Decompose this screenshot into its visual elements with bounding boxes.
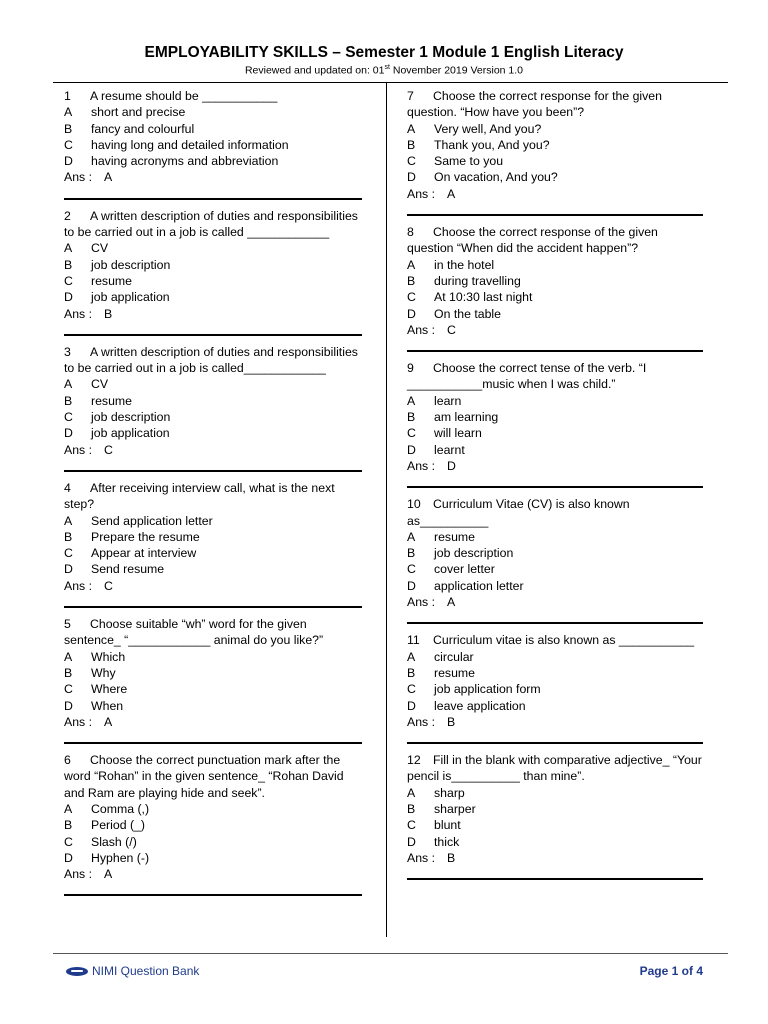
question-block — [64, 480, 362, 608]
option-letter: A — [64, 105, 73, 120]
answer-option — [407, 578, 703, 594]
question-block — [64, 88, 362, 200]
answer-option — [407, 121, 703, 137]
answer-key — [64, 578, 362, 594]
option-text: Which — [91, 649, 126, 664]
option-letter: B — [64, 121, 73, 136]
answer-option — [407, 257, 703, 273]
answer-label: Ans : — [407, 595, 436, 610]
answer-option — [407, 306, 703, 322]
answer-option — [407, 561, 703, 577]
option-text: resume — [434, 529, 476, 544]
question-number: 2 — [64, 208, 71, 223]
option-letter: B — [407, 665, 416, 680]
option-letter: C — [64, 546, 73, 561]
answer-option — [407, 698, 703, 714]
option-text: learn — [434, 393, 462, 408]
question-separator — [64, 334, 362, 336]
option-letter: C — [64, 682, 73, 697]
answer-option — [64, 817, 362, 833]
option-letter: C — [407, 154, 416, 169]
option-text: On vacation, And you? — [434, 170, 558, 185]
answer-key — [64, 714, 362, 730]
question-text — [407, 752, 703, 785]
answer-option — [407, 409, 703, 425]
option-text: job description — [434, 546, 514, 561]
option-text: Slash (/) — [91, 834, 137, 849]
answer-value: A — [104, 170, 113, 185]
answer-option — [64, 513, 362, 529]
question-number: 5 — [64, 617, 71, 632]
answer-option — [64, 529, 362, 545]
question-number: 6 — [64, 753, 71, 768]
option-text: blunt — [434, 818, 461, 833]
question-prompt: Fill in the blank with comparative adjective_ “Your pencil is__________ than mine”. — [407, 753, 702, 784]
option-text: Very well, And you? — [434, 121, 542, 136]
answer-option — [407, 273, 703, 289]
answer-value: C — [104, 442, 113, 457]
answer-option — [407, 817, 703, 833]
option-letter: C — [407, 682, 416, 697]
question-text — [407, 224, 703, 257]
question-number: 4 — [64, 480, 71, 495]
answer-value: A — [447, 595, 456, 610]
question-prompt: A resume should be ___________ — [90, 89, 278, 103]
option-text: in the hotel — [434, 257, 495, 272]
question-number: 11 — [407, 633, 420, 648]
option-letter: A — [407, 121, 416, 136]
answer-key — [407, 594, 703, 610]
answer-option — [64, 545, 362, 561]
option-letter: B — [64, 529, 73, 544]
option-letter: B — [407, 410, 416, 425]
option-letter: D — [407, 306, 416, 321]
answer-value: C — [104, 578, 113, 593]
question-text — [64, 88, 362, 104]
option-text: job description — [91, 257, 171, 272]
answer-option — [407, 834, 703, 850]
option-letter: A — [64, 649, 73, 664]
option-text: Appear at interview — [91, 546, 197, 561]
subtitle-sup: st — [384, 64, 390, 71]
question-separator — [407, 214, 703, 216]
answer-option — [64, 273, 362, 289]
nimi-logo-icon — [66, 967, 88, 976]
option-letter: A — [407, 393, 416, 408]
footer-rule — [53, 953, 728, 954]
question-block — [407, 496, 703, 624]
option-letter: A — [64, 241, 73, 256]
answer-key — [407, 186, 703, 202]
option-text: resume — [434, 665, 476, 680]
option-text: Where — [91, 682, 128, 697]
answer-value: C — [447, 322, 456, 337]
answer-option — [64, 409, 362, 425]
answer-option — [407, 153, 703, 169]
answer-value: B — [447, 850, 456, 865]
footer-brand-text: NIMI Question Bank — [92, 964, 200, 978]
answer-option — [64, 665, 362, 681]
question-separator — [407, 350, 703, 352]
option-letter: D — [407, 578, 416, 593]
option-letter: B — [64, 818, 73, 833]
option-letter: A — [407, 529, 416, 544]
answer-option — [64, 425, 362, 441]
question-text — [407, 632, 703, 648]
answer-value: A — [104, 714, 113, 729]
option-letter: A — [407, 257, 416, 272]
option-letter: D — [407, 170, 416, 185]
option-text: Prepare the resume — [91, 529, 200, 544]
question-block — [407, 752, 703, 880]
answer-key — [407, 322, 703, 338]
answer-label: Ans : — [64, 170, 93, 185]
option-text: sharp — [434, 785, 465, 800]
question-separator — [64, 198, 362, 200]
option-text: learnt — [434, 442, 465, 457]
option-text: am learning — [434, 410, 499, 425]
question-number: 1 — [64, 89, 71, 103]
answer-option — [64, 834, 362, 850]
answer-label: Ans : — [64, 442, 93, 457]
answer-option — [64, 801, 362, 817]
answer-label: Ans : — [64, 306, 93, 321]
answer-option — [64, 240, 362, 256]
question-number: 9 — [407, 361, 414, 376]
option-text: during travelling — [434, 273, 521, 288]
question-separator — [407, 622, 703, 624]
right-column — [407, 88, 703, 888]
answer-label: Ans : — [407, 322, 436, 337]
of-word: of — [678, 964, 697, 978]
option-letter: B — [407, 546, 416, 561]
answer-option — [64, 561, 362, 577]
option-letter: D — [407, 834, 416, 849]
answer-value: B — [104, 306, 113, 321]
option-letter: D — [64, 698, 73, 713]
option-text: Period (_) — [91, 818, 145, 833]
option-letter: A — [64, 801, 73, 816]
option-text: having acronyms and abbreviation — [91, 154, 279, 169]
option-letter: C — [64, 834, 73, 849]
option-letter: A — [407, 785, 416, 800]
answer-value: D — [447, 458, 456, 473]
question-prompt: Choose suitable “wh” word for the given sentence_ “____________ animal do you like?” — [64, 617, 324, 648]
question-prompt: Choose the correct tense of the verb. “I ___________music when I was child.” — [407, 361, 647, 392]
answer-key — [407, 714, 703, 730]
question-prompt: Choose the correct response for the given question. “How have you been”? — [407, 89, 662, 120]
answer-option — [64, 393, 362, 409]
answer-key — [407, 458, 703, 474]
option-letter: D — [407, 442, 416, 457]
header-rule — [53, 82, 728, 83]
answer-option — [64, 121, 362, 137]
option-letter: A — [64, 513, 73, 528]
option-letter: D — [64, 426, 73, 441]
answer-value: B — [447, 714, 456, 729]
answer-option — [407, 801, 703, 817]
option-letter: C — [407, 818, 416, 833]
answer-option — [64, 153, 362, 169]
option-text: leave application — [434, 698, 526, 713]
question-block — [64, 344, 362, 472]
answer-option — [64, 104, 362, 120]
answer-label: Ans : — [64, 867, 93, 882]
answer-option — [64, 137, 362, 153]
option-text: having long and detailed information — [91, 137, 289, 152]
answer-option — [407, 169, 703, 185]
question-block — [407, 224, 703, 352]
column-divider — [386, 83, 387, 937]
page-subtitle — [0, 64, 768, 77]
option-text: Why — [91, 665, 116, 680]
option-letter: C — [64, 410, 73, 425]
option-text: sharper — [434, 801, 476, 816]
question-text — [64, 208, 362, 241]
footer-brand — [66, 964, 199, 978]
answer-label: Ans : — [407, 186, 436, 201]
option-letter: D — [407, 698, 416, 713]
answer-label: Ans : — [64, 578, 93, 593]
question-block — [64, 208, 362, 336]
answer-key — [64, 866, 362, 882]
question-block — [407, 632, 703, 744]
answer-option — [64, 698, 362, 714]
option-text: Comma (,) — [91, 801, 150, 816]
option-letter: B — [407, 273, 416, 288]
option-text: Same to you — [434, 154, 504, 169]
page-indicator — [640, 964, 703, 978]
question-number: 10 — [407, 497, 421, 512]
answer-option — [407, 289, 703, 305]
option-letter: A — [407, 649, 416, 664]
question-prompt: Curriculum Vitae (CV) is also known as__________ — [407, 497, 630, 528]
question-number: 8 — [407, 225, 414, 240]
question-separator — [407, 878, 703, 880]
answer-option — [407, 425, 703, 441]
answer-option — [64, 649, 362, 665]
question-separator — [407, 742, 703, 744]
page-title: EMPLOYABILITY SKILLS – Semester 1 Module 1 English Literacy — [144, 44, 624, 61]
question-text — [407, 360, 703, 393]
answer-key — [64, 169, 362, 185]
answer-label: Ans : — [407, 850, 436, 865]
option-letter: C — [407, 426, 416, 441]
question-prompt: After receiving interview call, what is the next step? — [64, 480, 335, 512]
question-prompt: A written description of duties and responsibilities to be carried out in a job is called ____________ — [64, 208, 358, 240]
option-text: Send application letter — [91, 513, 213, 528]
page-total: 4 — [696, 964, 703, 978]
answer-option — [64, 289, 362, 305]
answer-option — [407, 442, 703, 458]
question-separator — [64, 606, 362, 608]
page-word: Page — [639, 964, 672, 978]
answer-option — [64, 257, 362, 273]
page-number: 1 — [671, 964, 679, 978]
subtitle-suffix: November 2019 Version 1.0 — [389, 64, 524, 77]
option-text: application letter — [434, 578, 524, 593]
option-text: Thank you, And you? — [434, 137, 550, 152]
question-block — [64, 616, 362, 744]
question-text — [64, 480, 362, 513]
option-text: job application form — [434, 682, 541, 697]
option-text: Hyphen (-) — [91, 850, 150, 865]
answer-key — [407, 850, 703, 866]
question-separator — [64, 894, 362, 896]
question-text — [407, 88, 703, 121]
answer-option — [407, 137, 703, 153]
answer-option — [407, 681, 703, 697]
option-letter: B — [407, 801, 416, 816]
answer-option — [407, 785, 703, 801]
option-text: cover letter — [434, 562, 495, 577]
question-separator — [407, 486, 703, 488]
question-number: 3 — [64, 344, 71, 359]
answer-key — [64, 306, 362, 322]
option-letter: B — [64, 257, 73, 272]
answer-option — [407, 393, 703, 409]
option-text: resume — [91, 393, 133, 408]
answer-label: Ans : — [407, 714, 436, 729]
answer-label: Ans : — [407, 458, 436, 473]
question-text — [64, 616, 362, 649]
left-column — [64, 88, 362, 904]
option-letter: B — [64, 665, 73, 680]
question-prompt: Choose the correct response of the given question “When did the accident happen”? — [407, 225, 658, 256]
option-letter: C — [64, 137, 73, 152]
question-block — [407, 88, 703, 216]
option-text: On the table — [434, 306, 501, 321]
question-number: 12 — [407, 753, 421, 768]
question-text — [64, 752, 362, 801]
option-text: circular — [434, 649, 474, 664]
answer-option — [407, 529, 703, 545]
question-separator — [64, 470, 362, 472]
question-block — [407, 360, 703, 488]
question-text — [64, 344, 362, 377]
question-prompt: Choose the correct punctuation mark after the word “Rohan” in the given sentence_ “Rohan David and Ram are playing hide and seek”. — [64, 753, 344, 800]
question-prompt: Curriculum vitae is also known as ___________ — [433, 633, 695, 648]
option-text: job application — [91, 290, 170, 305]
question-prompt: A written description of duties and responsibilities to be carried out in a job is called____________ — [64, 344, 358, 376]
option-text: resume — [91, 273, 133, 288]
answer-option — [64, 376, 362, 392]
option-letter: D — [64, 562, 73, 577]
answer-key — [64, 442, 362, 458]
question-block — [64, 752, 362, 896]
question-separator — [64, 742, 362, 744]
option-letter: D — [64, 290, 73, 305]
subtitle-prefix: Reviewed and updated on: 01 — [244, 64, 385, 77]
option-letter: C — [407, 290, 416, 305]
answer-option — [64, 850, 362, 866]
option-text: short and precise — [91, 105, 186, 120]
answer-option — [407, 649, 703, 665]
option-text: When — [91, 698, 124, 713]
answer-label: Ans : — [64, 714, 93, 729]
option-text: thick — [434, 834, 460, 849]
option-letter: D — [64, 850, 73, 865]
option-text: CV — [91, 377, 109, 392]
answer-option — [407, 665, 703, 681]
option-letter: C — [407, 562, 416, 577]
answer-value: A — [104, 867, 113, 882]
option-text: CV — [91, 241, 109, 256]
answer-value: A — [447, 186, 456, 201]
option-letter: B — [407, 137, 416, 152]
answer-option — [64, 681, 362, 697]
option-text: will learn — [434, 426, 482, 441]
option-letter: D — [64, 154, 73, 169]
option-text: At 10:30 last night — [434, 290, 533, 305]
option-letter: B — [64, 393, 73, 408]
option-text: job description — [91, 410, 171, 425]
option-letter: A — [64, 377, 73, 392]
question-text — [407, 496, 703, 529]
option-text: job application — [91, 426, 170, 441]
question-number: 7 — [407, 89, 414, 103]
option-letter: C — [64, 273, 73, 288]
answer-option — [407, 545, 703, 561]
option-text: Send resume — [91, 562, 165, 577]
option-text: fancy and colourful — [91, 121, 195, 136]
